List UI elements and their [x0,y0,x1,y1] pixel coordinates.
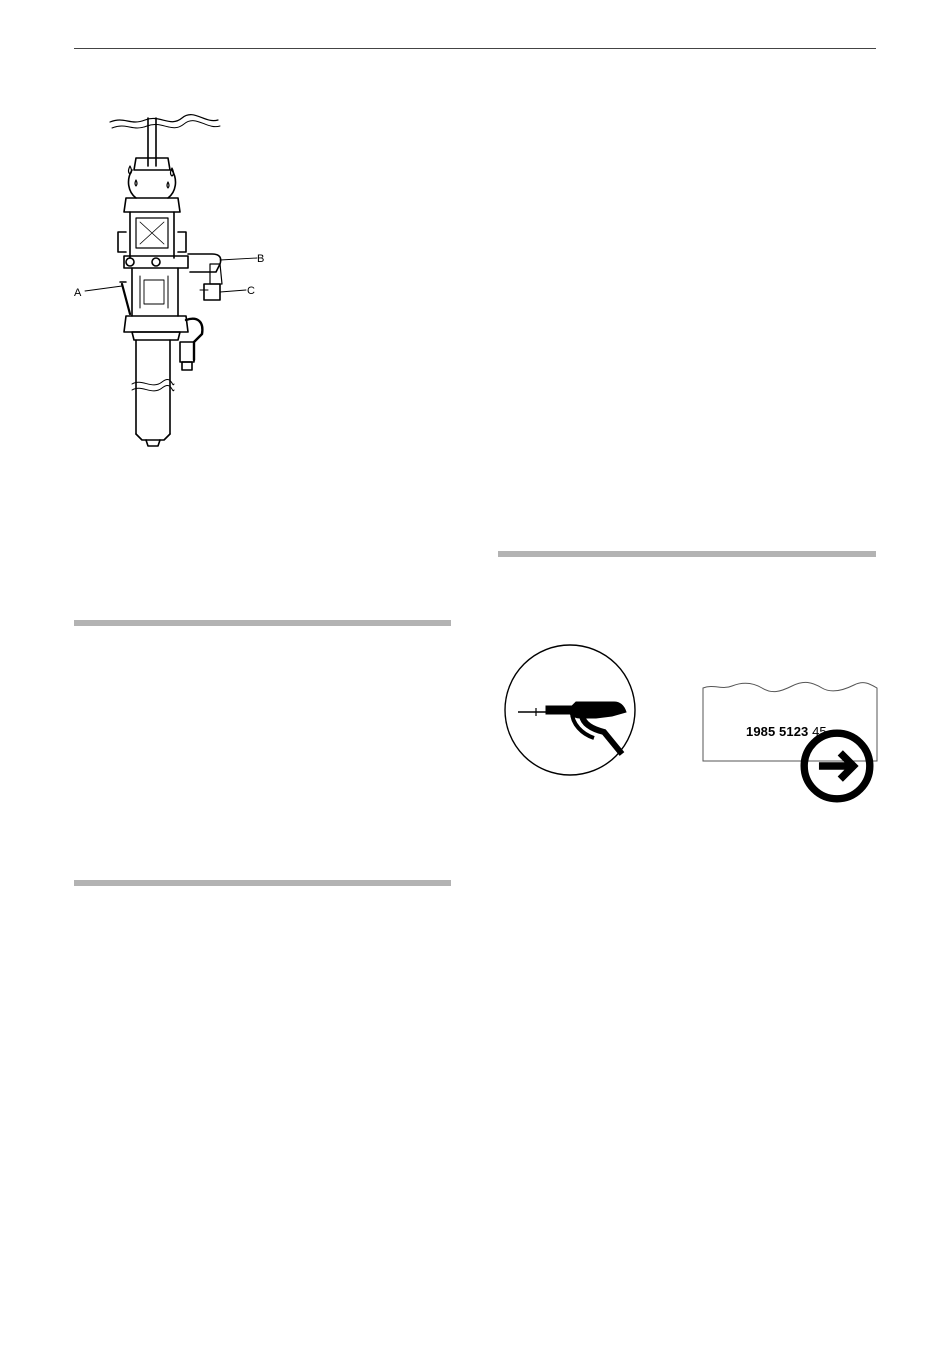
callout-b: B [257,253,265,265]
callout-a: A [74,287,82,299]
section-divider-left-1 [74,620,451,626]
part-number-main: 1985 5123 [746,724,809,739]
section-divider-right-1 [498,551,876,557]
part-number-suffix: 45 [812,724,827,739]
parts-label-tag [702,680,878,762]
circled-arrow-icon [749,725,925,807]
page-top-rule [74,48,876,49]
circle-tool-symbol-icon [502,642,638,778]
injector-drawing [70,108,270,448]
callout-c: C [247,285,255,297]
part-number [746,725,827,739]
injector-illustration [70,108,270,448]
section-divider-left-2 [74,880,451,886]
